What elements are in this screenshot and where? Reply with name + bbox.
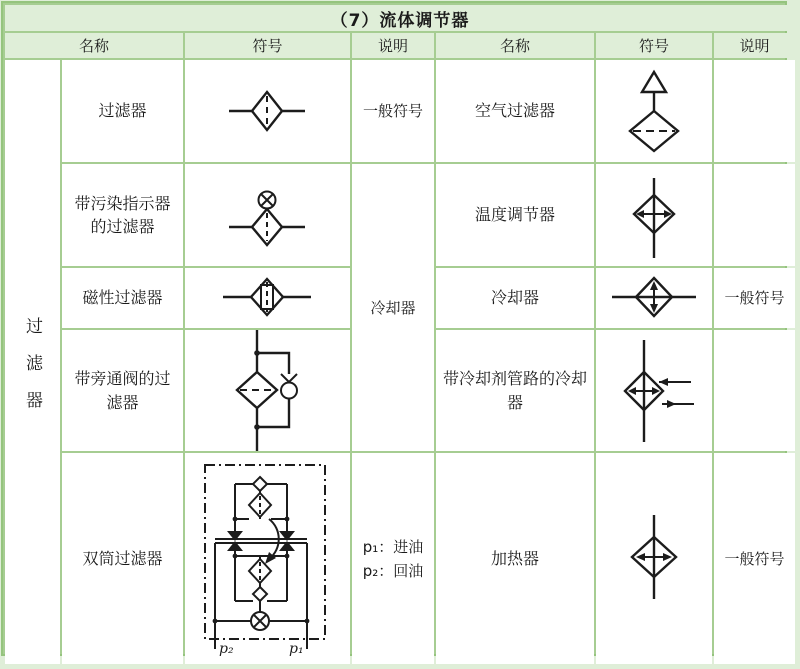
- contamination-indicator-filter-symbol: [185, 164, 350, 266]
- right-symbol-cell-5: [596, 453, 712, 664]
- right-name-air-filter: 空气过滤器: [436, 60, 594, 162]
- group-label-text: 过滤器: [22, 316, 42, 428]
- right-name-heater: 加热器: [436, 453, 594, 664]
- duplex-port-p1-label: p₁: [289, 641, 304, 657]
- left-desc-merged-cooler: 冷却器: [352, 164, 434, 451]
- right-symbol-cell-2: [596, 164, 712, 266]
- right-symbol-cell-4: [596, 330, 712, 451]
- duplex-port-p2-label: p₂: [219, 641, 234, 657]
- left-symbol-cell-2: [185, 164, 350, 266]
- right-name-temp-regulator: 温度调节器: [436, 164, 594, 266]
- right-desc-5: 一般符号: [714, 453, 795, 664]
- right-desc-2: [714, 164, 795, 266]
- desc-p2-line: p₂：回油: [362, 561, 424, 580]
- bypass-valve-filter-symbol: [185, 330, 350, 451]
- coolant-line-cooler-symbol: [596, 330, 712, 451]
- cooler-symbol: [596, 268, 712, 328]
- right-desc-3: 一般符号: [714, 268, 795, 328]
- right-name-cooler: 冷却器: [436, 268, 594, 328]
- right-desc-4: [714, 330, 795, 451]
- left-symbol-cell-4: [185, 330, 350, 451]
- left-desc-1: 一般符号: [352, 60, 434, 162]
- table-title: （7）流体调节器: [5, 5, 795, 31]
- heater-symbol: [596, 453, 712, 664]
- left-name-magnetic-filter: 磁性过滤器: [62, 268, 183, 328]
- header-symbol-right: 符号: [596, 33, 712, 58]
- left-name-duplex-filter: 双筒过滤器: [62, 453, 183, 664]
- group-label-filters: [5, 60, 60, 664]
- air-filter-symbol: [596, 60, 712, 162]
- header-symbol-left: 符号: [185, 33, 350, 58]
- duplex-filter-symbol: [185, 453, 350, 664]
- left-desc-5: [352, 453, 434, 664]
- left-name-bypass-filter: 带旁通阀的过滤器: [62, 330, 183, 451]
- left-name-contamination-filter: 带污染指示器的过滤器: [62, 164, 183, 266]
- filter-general-symbol: [185, 60, 350, 162]
- right-symbol-cell-1: [596, 60, 712, 162]
- symbol-table: [1, 1, 787, 656]
- left-symbol-cell-3: [185, 268, 350, 328]
- left-symbol-cell-1: [185, 60, 350, 162]
- right-symbol-cell-3: [596, 268, 712, 328]
- left-name-filter: 过滤器: [62, 60, 183, 162]
- left-symbol-cell-5: [185, 453, 350, 664]
- header-name-right: 名称: [436, 33, 594, 58]
- header-name-left: 名称: [5, 33, 183, 58]
- magnetic-filter-symbol: [185, 268, 350, 328]
- header-desc-right: 说明: [714, 33, 795, 58]
- temperature-regulator-symbol: [596, 164, 712, 266]
- right-desc-1: [714, 60, 795, 162]
- right-name-coolant-cooler: 带冷却剂管路的冷却器: [436, 330, 594, 451]
- desc-p1-line: p₁：进油: [362, 537, 424, 556]
- header-desc-left: 说明: [352, 33, 434, 58]
